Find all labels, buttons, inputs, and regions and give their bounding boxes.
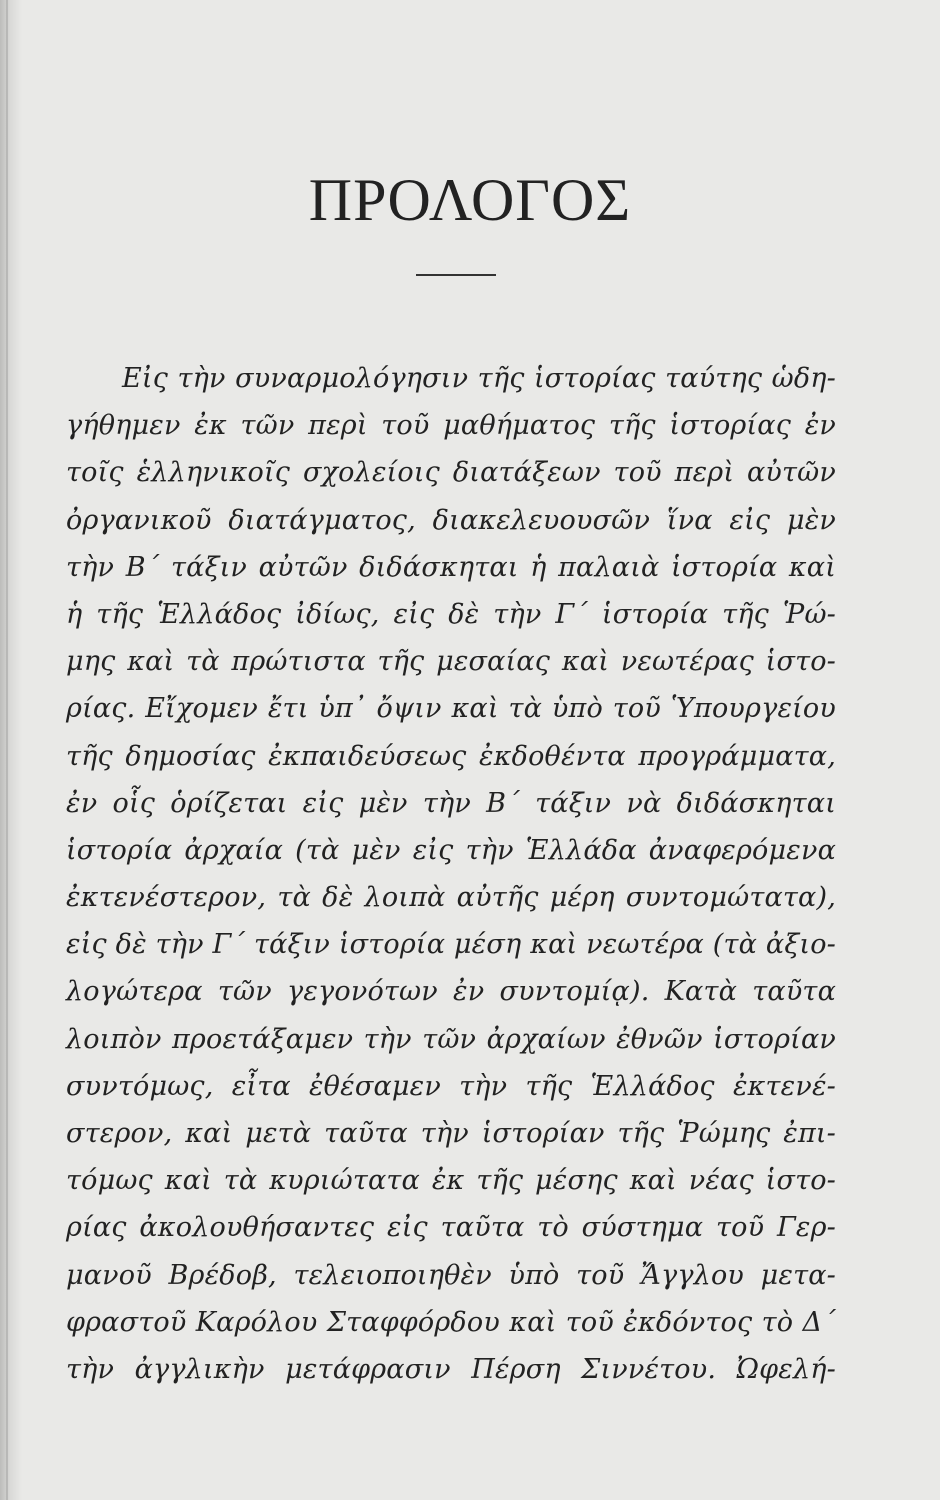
text-line: τοῖς ἑλληνικοῖς σχολείοις διατάξεων τοῦ περὶ αὐτῶν bbox=[66, 457, 836, 489]
text-line: φραστοῦ Καρόλου Σταφφόρδου καὶ τοῦ ἐκδόντος τὸ Δ΄ bbox=[66, 1306, 836, 1338]
text-line: μανοῦ Βρέδοβ, τελειοποιηθὲν ὑπὸ τοῦ Ἄγγλου μετα- bbox=[66, 1259, 836, 1291]
text-line: εἰς δὲ τὴν Γ΄ τάξιν ἱστορία μέση καὶ νεωτέρα (τὰ ἀξιο- bbox=[66, 929, 836, 961]
text-line: ρίας ἀκολουθήσαντες εἰς ταῦτα τὸ σύστημα τοῦ Γερ- bbox=[66, 1212, 836, 1244]
text-line: λογώτερα τῶν γεγονότων ἐν συντομίᾳ). Κατὰ ταῦτα bbox=[66, 976, 836, 1008]
text-line: στερον, καὶ μετὰ ταῦτα τὴν ἱστορίαν τῆς Ῥώμης ἐπι- bbox=[66, 1118, 836, 1149]
text-line: ρίας. Εἴχομεν ἔτι ὑπ᾿ ὄψιν καὶ τὰ ὑπὸ τοῦ Ὑπουργείου bbox=[66, 693, 836, 725]
text-line: τὴν Β΄ τάξιν αὐτῶν διδάσκηται ἡ παλαιὰ ἱστορία καὶ bbox=[66, 551, 836, 583]
text-line: τῆς δημοσίας ἐκπαιδεύσεως ἐκδοθέντα προγράμματα, bbox=[66, 740, 836, 772]
text-line: Εἰς τὴν συναρμολόγησιν τῆς ἱστορίας ταύτης ὡδη- bbox=[122, 363, 836, 394]
text-line: λοιπὸν προετάξαμεν τὴν τῶν ἀρχαίων ἐθνῶν ἱστορίαν bbox=[66, 1023, 836, 1055]
text-line: γήθημεν ἐκ τῶν περὶ τοῦ μαθήματος τῆς ἱστορίας ἐν bbox=[66, 410, 836, 442]
text-line: μης καὶ τὰ πρώτιστα τῆς μεσαίας καὶ νεωτέρας ἱστο- bbox=[66, 646, 836, 678]
text-line: ἡ τῆς Ἑλλάδος ἰδίως, εἰς δὲ τὴν Γ΄ ἱστορία τῆς Ῥώ- bbox=[66, 598, 836, 630]
page-title: ΠΡΟΛΟΓΟΣ bbox=[308, 167, 632, 233]
text-line: ἐκτενέστερον, τὰ δὲ λοιπὰ αὐτῆς μέρη συντομώτατα), bbox=[66, 882, 836, 914]
text-line: συντόμως, εἶτα ἐθέσαμεν τὴν τῆς Ἑλλάδος ἐκτενέ- bbox=[66, 1070, 836, 1102]
text-line: ὀργανικοῦ διατάγματος, διακελευουσῶν ἵνα εἰς μὲν bbox=[66, 504, 836, 536]
text-line: ἱστορία ἀρχαία (τὰ μὲν εἰς τὴν Ἑλλάδα ἀναφερόμενα bbox=[66, 834, 836, 866]
text-line: τὴν ἀγγλικὴν μετάφρασιν Πέρση Σιννέτου. Ὠφελή- bbox=[66, 1353, 836, 1385]
text-line: ἐν οἷς ὁρίζεται εἰς μὲν τὴν Β΄ τάξιν νὰ διδάσκηται bbox=[66, 787, 836, 819]
title-divider bbox=[416, 274, 496, 276]
text-line: τόμως καὶ τὰ κυριώτατα ἐκ τῆς μέσης καὶ νέας ἱστο- bbox=[66, 1165, 836, 1197]
body-text bbox=[66, 355, 836, 1393]
